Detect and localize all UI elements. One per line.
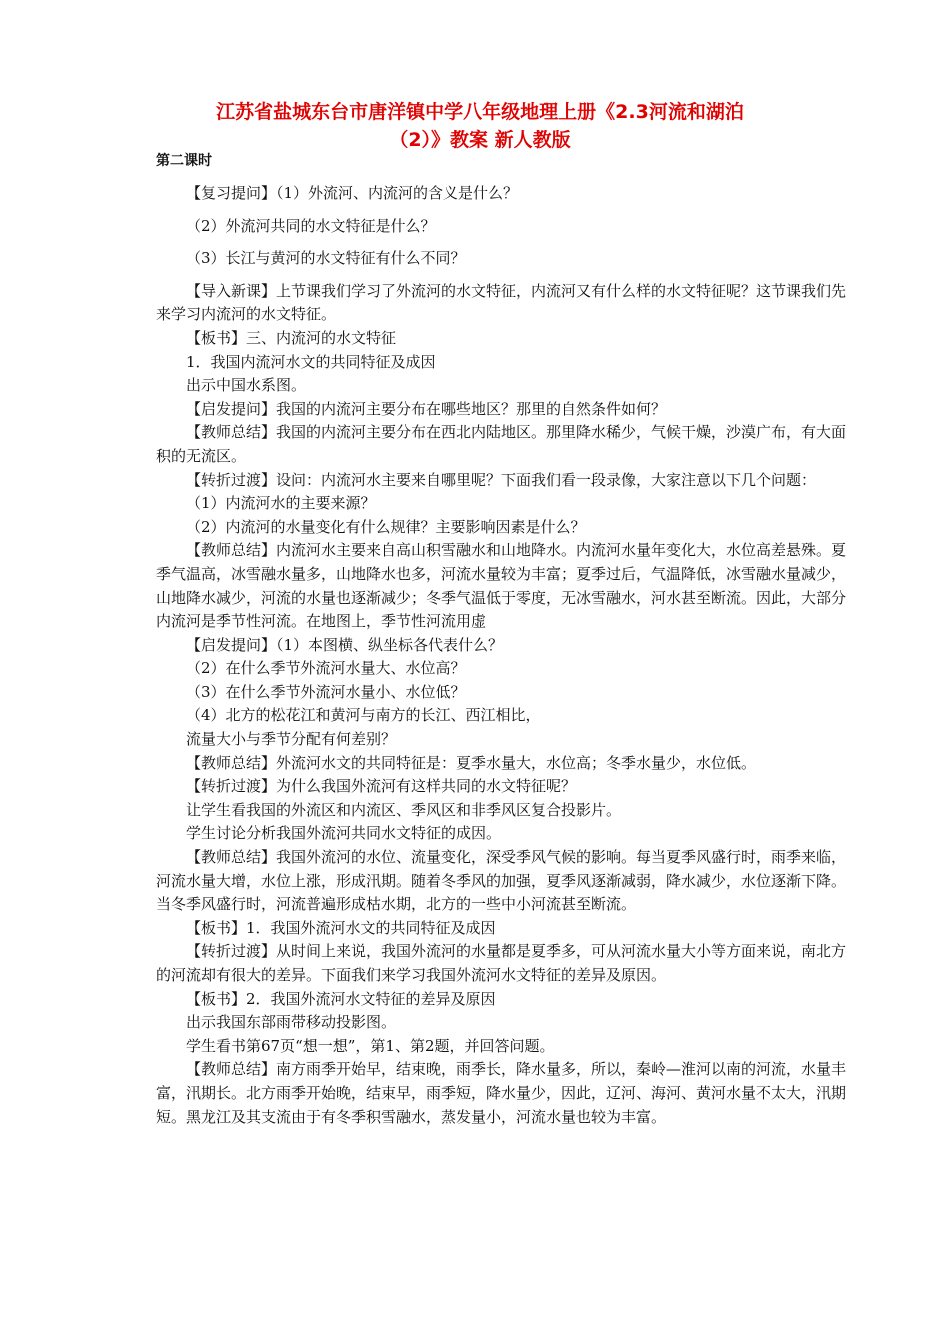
paragraph-question: 【启发提问】我国的内流河主要分布在哪些地区？那里的自然条件如何？ [186,399,667,418]
document-title [140,98,820,154]
paragraph-summary-5: 【教师总结】南方雨季开始早，结束晚，雨季长，降水量多，所以，秦岭—淮河以南的河流，水量丰富，汛期长。北方雨季开始晚，结束早，雨季短，降水量少，因此，辽河、海河、黄河水量不太大，汛期短。黑龙江及其支流由于有冬季积雪融水，蒸发量小，河流水量也较为丰富。 [156,1060,847,1126]
paragraph-transition-2: 【转折过渡】为什么我国外流河有这样共同的水文特征呢？ [186,777,577,796]
paragraph-show-rainbelt: 出示我国东部雨带移动投影图。 [186,1013,397,1032]
title-line-2: （2）》教案 新人教版 [389,129,571,151]
paragraph-transition-1: 【转折过渡】设问：内流河水主要来自哪里呢？下面我们看一段录像，大家注意以下几个问题： [186,470,817,489]
paragraph-discussion: 学生讨论分析我国外流河共同水文特征的成因。 [186,824,502,843]
paragraph-board-3: 【板书】三、内流河的水文特征 [186,328,397,347]
review-question-2: （2）外流河共同的水文特征是什么？ [186,216,436,235]
paragraph-q2: （2）内流河的水量变化有什么规律？主要影响因素是什么？ [186,517,586,536]
review-question-3: （3）长江与黄河的水文特征有什么不同？ [186,249,466,268]
paragraph-book: 学生看书第67页“想一想”，第1、第2题，并回答问题。 [186,1036,555,1055]
paragraph-question-2: 【启发提问】（1）本图横、纵坐标各代表什么？ [186,635,504,654]
paragraph-board-2: 【板书】2．我国外流河水文特征的差异及原因 [186,989,496,1008]
paragraph-q-4: （4）北方的松花江和黄河与南方的长江、西江相比， [186,706,541,725]
paragraph-q-3: （3）在什么季节外流河水量小、水位低？ [186,682,466,701]
lesson-subheading: 第二课时 [156,153,212,169]
review-question-1: 【复习提问】（1）外流河、内流河的含义是什么？ [186,184,519,202]
paragraph-summary-4: 【教师总结】我国外流河的水位、流量变化，深受季风气候的影响。每当夏季风盛行时，雨季来临，河流水量大增，水位上涨，形成汛期。随着冬季风的加强，夏季风逐渐减弱，降水减少，水位逐渐下降。当冬季风盛行时，河流普遍形成枯水期，北方的一些中小河流甚至断流。 [156,848,847,914]
paragraph-summary-1: 【教师总结】我国的内流河主要分布在西北内陆地区。那里降水稀少，气候干燥，沙漠广布，有大面积的无流区。 [156,423,847,465]
title-line-1: 江苏省盐城东台市唐洋镇中学八年级地理上册《2.3河流和湖泊 [216,101,744,123]
document-body [156,150,856,1129]
paragraph-q1: （1）内流河水的主要来源？ [186,494,376,513]
paragraph-summary-2: 【教师总结】内流河水主要来自高山积雪融水和山地降水。内流河水量年变化大，水位高差悬殊。夏季气温高，冰雪融水量多，山地降水也多，河流水量较为丰富；夏季过后，气温降低，冰雪融水量减少，山地降水减少，河流的水量也逐渐减少；冬季气温低于零度，无冰雪融水，河水甚至断流。因此，大部分内流河是季节性河流。在地图上，季节性河流用虚 [156,541,847,631]
paragraph-show-slide: 让学生看我国的外流区和内流区、季风区和非季风区复合投影片。 [186,800,622,819]
paragraph-inland-1: 1．我国内流河水文的共同特征及成因 [186,352,436,371]
paragraph-transition-3: 【转折过渡】从时间上来说，我国外流河的水量都是夏季多，可从河流水量大小等方面来说，南北方的河流却有很大的差异。下面我们来学习我国外流河水文特征的差异及原因。 [156,942,847,984]
paragraph-summary-3: 【教师总结】外流河水文的共同特征是：夏季水量大，水位高；冬季水量少，水位低。 [186,753,757,772]
paragraph-intro: 【导入新课】上节课我们学习了外流河的水文特征，内流河又有什么样的水文特征呢？这节课我们先来学习内流河的水文特征。 [156,281,847,324]
paragraph-q-4b: 流量大小与季节分配有何差别？ [186,730,397,749]
paragraph-q-2: （2）在什么季节外流河水量大、水位高？ [186,659,466,678]
paragraph-board-1: 【板书】1．我国外流河水文的共同特征及成因 [186,918,496,937]
paragraph-show-map: 出示中国水系图。 [186,376,307,395]
